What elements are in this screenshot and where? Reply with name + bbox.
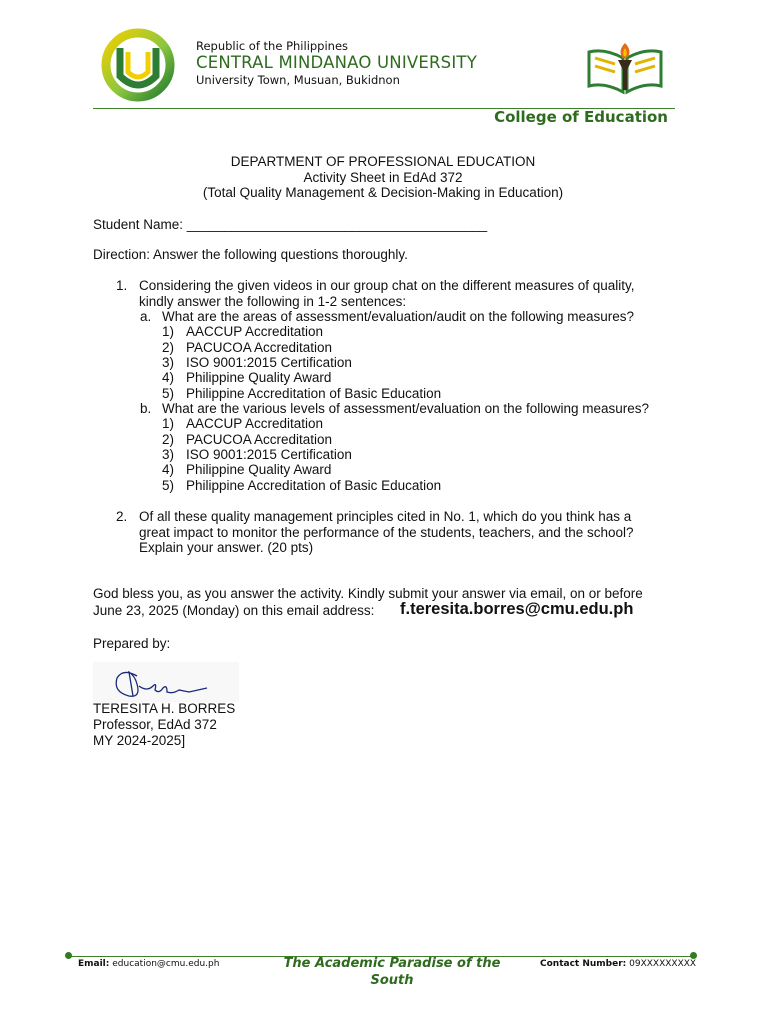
submission-email-link[interactable]: f.teresita.borres@cmu.edu.ph xyxy=(400,600,634,618)
question-1a-text: What are the areas of assessment/evaluation/audit on the following measures? xyxy=(162,309,635,324)
question-1b-letter: b. xyxy=(140,401,152,416)
list-item-number: 1) xyxy=(162,324,175,339)
question-1-number: 1. xyxy=(116,278,128,293)
footer-email xyxy=(78,959,219,969)
footer-email-label: Email: xyxy=(78,959,110,969)
list-item: Philippine Accreditation of Basic Education xyxy=(186,478,442,493)
university-name: CENTRAL MINDANAO UNIVERSITY xyxy=(196,53,477,72)
list-item: ISO 9001:2015 Certification xyxy=(186,355,352,370)
footer-motto: The Academic Paradise of the South xyxy=(283,956,501,988)
preparer-term: MY 2024-2025] xyxy=(93,733,186,748)
list-item-number: 2) xyxy=(162,431,175,447)
university-address: University Town, Musuan, Bukidnon xyxy=(196,73,400,87)
footer-contact xyxy=(540,959,696,969)
footer-email-value[interactable]: education@cmu.edu.ph xyxy=(112,959,220,969)
prepared-by-label: Prepared by: xyxy=(93,636,171,651)
list-item-number: 3) xyxy=(162,447,175,462)
question-1-line2: kindly answer the following in 1-2 sentences: xyxy=(139,293,407,309)
question-2-line1: Of all these quality management principles cited in No. 1, which do you think has a xyxy=(139,509,632,524)
list-item: ISO 9001:2015 Certification xyxy=(186,447,352,462)
question-1a-letter: a. xyxy=(140,309,152,324)
header-text-block xyxy=(196,39,477,87)
list-item: Philippine Accreditation of Basic Education xyxy=(186,386,442,401)
list-item-number: 1) xyxy=(162,416,175,431)
question-1-line1: Considering the given videos in our group chat on the different measures of quality, xyxy=(139,278,635,293)
list-item: Philippine Quality Award xyxy=(186,462,332,477)
question-2-line2: great impact to monitor the performance of the students, teachers, and the school? xyxy=(139,524,634,540)
department-title: DEPARTMENT OF PROFESSIONAL EDUCATION xyxy=(230,154,536,169)
list-item: PACUCOA Accreditation xyxy=(186,431,333,447)
question-1b-text: What are the various levels of assessment/evaluation on the following measures? xyxy=(162,401,650,416)
list-item-number: 3) xyxy=(162,355,175,370)
list-item-number: 5) xyxy=(162,386,175,401)
activity-title: Activity Sheet in EdAd 372 xyxy=(303,170,463,185)
list-item: PACUCOA Accreditation xyxy=(186,339,333,355)
college-logo xyxy=(585,40,665,96)
closing-line1: God bless you, as you answer the activity. Kindly submit your answer via email, on or before xyxy=(93,586,643,601)
list-item-number: 2) xyxy=(162,339,175,355)
college-name: College of Education xyxy=(494,108,668,126)
footer-contact-value: 09XXXXXXXXX xyxy=(629,959,697,969)
list-item-number: 5) xyxy=(162,478,175,493)
question-2-number: 2. xyxy=(116,509,128,524)
university-logo xyxy=(98,28,178,102)
closing-line2: June 23, 2025 (Monday) on this email address: xyxy=(93,603,375,618)
student-name-field: Student Name: ________________________________________ xyxy=(93,217,488,232)
direction-text: Direction: Answer the following questions thoroughly. xyxy=(93,247,408,262)
question-2-line3: Explain your answer. (20 pts) xyxy=(139,540,314,555)
list-item: AACCUP Accreditation xyxy=(186,324,324,339)
signature-image xyxy=(93,662,239,702)
republic-text: Republic of the Philippines xyxy=(196,39,349,53)
list-item: Philippine Quality Award xyxy=(186,370,332,385)
footer-dot-right xyxy=(690,952,697,959)
list-item-number: 4) xyxy=(162,462,175,477)
preparer-name: TERESITA H. BORRES xyxy=(93,701,236,716)
preparer-position: Professor, EdAd 372 xyxy=(93,717,217,732)
footer-dot-left xyxy=(65,952,72,959)
list-item: AACCUP Accreditation xyxy=(186,416,324,431)
footer-contact-label: Contact Number: xyxy=(540,959,627,969)
course-title: (Total Quality Management & Decision-Making in Education) xyxy=(202,185,564,200)
list-item-number: 4) xyxy=(162,370,175,385)
